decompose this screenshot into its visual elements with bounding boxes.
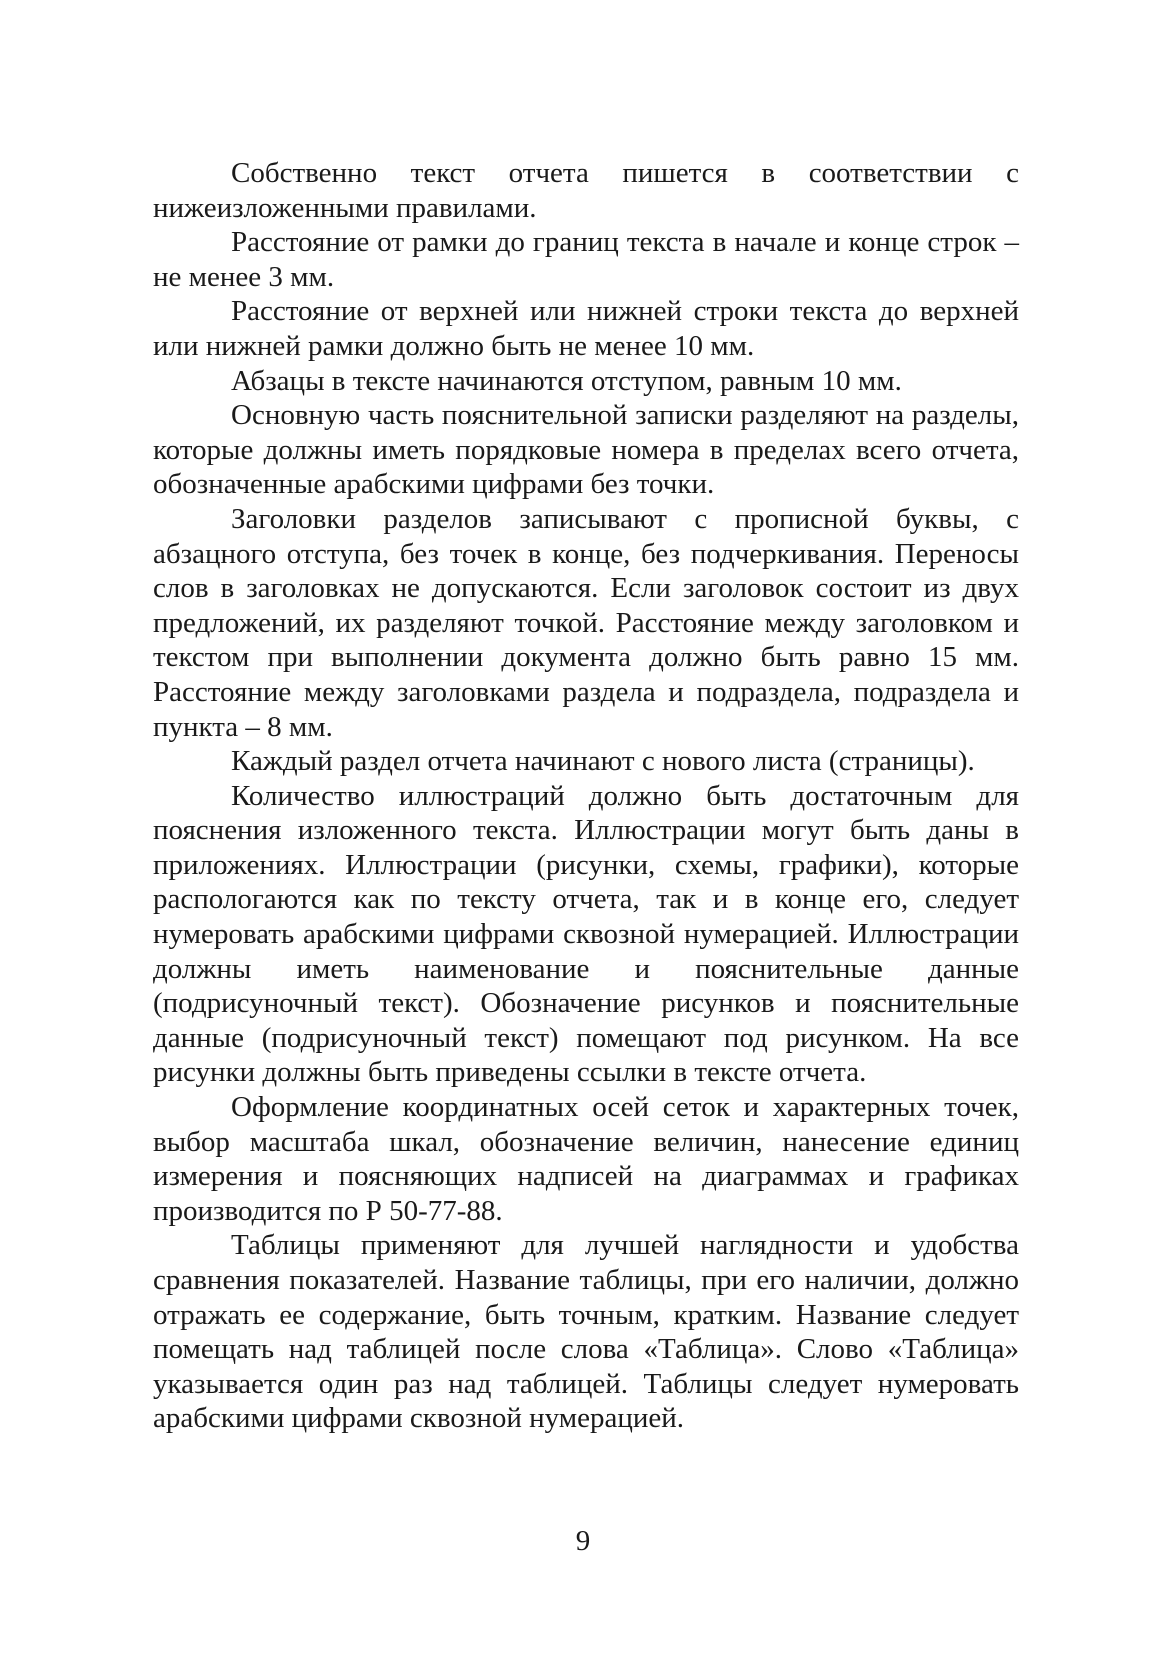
paragraph: Оформление координатных осей сеток и характерных точек, выбор масштаба шкал, обозначение величин, нанесение единиц измерения и поясняющих надписей на диаграммах и графиках производится по Р 50-77-88.	[153, 1091, 1019, 1227]
body-text	[153, 156, 1019, 1436]
paragraph: Основную часть пояснительной записки разделяют на разделы, которые должны иметь порядковые номера в пределах всего отчета, обозначенные арабскими цифрами без точки.	[153, 399, 1019, 501]
paragraph: Расстояние от верхней или нижней строки текста до верхней или нижней рамки должно быть не менее 10 мм.	[153, 295, 1019, 362]
paragraph: Количество иллюстраций должно быть достаточным для пояснения изложенного текста. Иллюстрации могут быть даны в приложениях. Иллюстрации (рисунки, схемы, графики), которые распологаются как по тексту отчета, так и в конце его, следует нумеровать арабскими цифрами сквозной нумерацией. Иллюстрации должны иметь наименование и пояснительные данные (подрисуночный текст). Обозначение рисунков и пояснительные данные (подрисуночный текст) помещают под рисунком. На все рисунки должны быть приведены ссылки в тексте отчета.	[153, 779, 1019, 1089]
paragraph: Собственно текст отчета пишется в соответствии с нижеизложенными правилами.	[153, 157, 1019, 224]
paragraph: Таблицы применяют для лучшей наглядности и удобства сравнения показателей. Название таблицы, при его наличии, должно отражать ее содержание, быть точным, кратким. Название следует помещать над таблицей после слова «Таблица». Слово «Таблица» указывается один раз над таблицей. Таблицы следует нумеровать арабскими цифрами сквозной нумерацией.	[153, 1229, 1019, 1435]
paragraph: Заголовки разделов записывают с прописной буквы, с абзацного отступа, без точек в конце, без подчеркивания. Переносы слов в заголовках не допускаются. Если заголовок состоит из двух предложений, их разделяют точкой. Расстояние между заголовком и текстом при выполнении документа должно быть равно 15 мм. Расстояние между заголовками раздела и подраздела, подраздела и пункта – 8 мм.	[153, 502, 1019, 743]
page-number: 9	[575, 1525, 591, 1557]
paragraph: Абзацы в тексте начинаются отступом, равным 10 мм.	[231, 364, 902, 397]
paragraph: Каждый раздел отчета начинают с нового листа (страницы).	[231, 745, 975, 778]
paragraph: Расстояние от рамки до границ текста в начале и конце строк – не менее 3 мм.	[153, 226, 1019, 293]
